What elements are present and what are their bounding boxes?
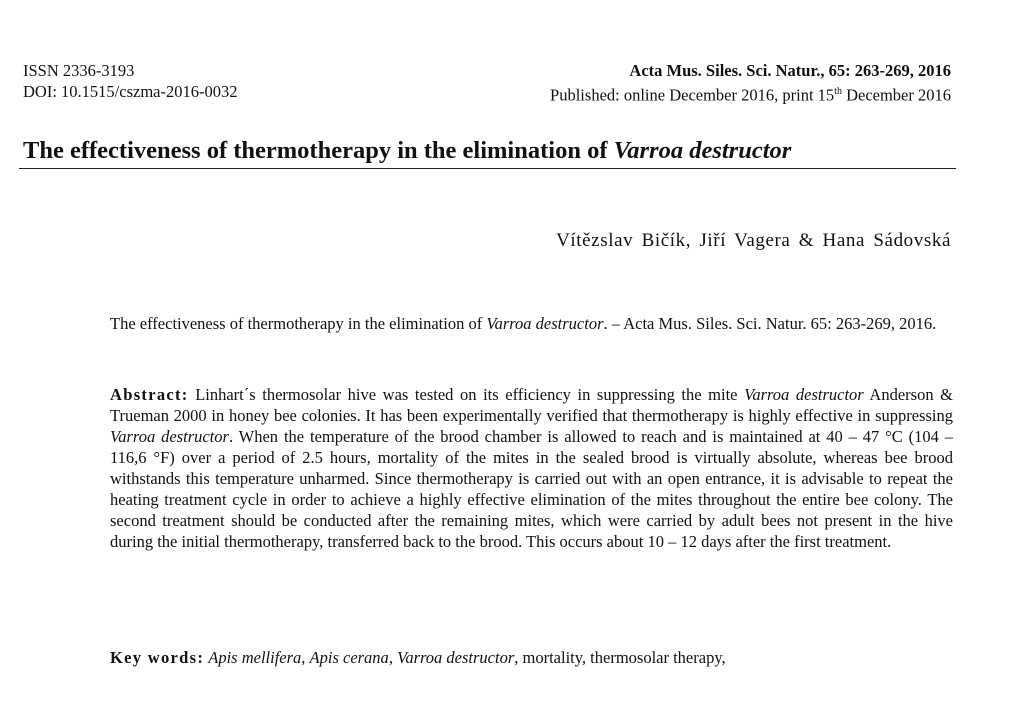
header-identifiers xyxy=(23,60,237,102)
publication-date xyxy=(550,81,951,106)
abstract-text-3: . When the temperature of the brood chamber is allowed to reach and is maintained at 40 – 47 °C (104 – 116,6 °F) over a period of 2.5 hours, mortality of the mites in the sealed brood is virtually absolute, whereas bee brood withstands this temperature unharmed. Since thermotherapy is carried out with an open entrance, it is advisable to repeat the heating treatment cycle in order to achieve a highly effective elimination of the mites throughout the entire bee colony. The second treatment should be conducted after the remaining mites, which were carried by adult bees not present in the hive during the initial thermotherapy, transferred back to the brood. This occurs about 10 – 12 days after the first treatment. xyxy=(110,427,954,551)
citation-species: Varroa destructor xyxy=(486,314,604,333)
title-underline xyxy=(19,168,956,169)
abstract xyxy=(110,384,953,552)
authors: Vítězslav Bičík, Jiří Vagera & Hana Sádovská xyxy=(556,230,951,251)
abstract-text-1: Linhart´s thermosolar hive was tested on its efficiency in suppressing the mite xyxy=(188,385,745,404)
keyword-3: Varroa destructor xyxy=(397,648,515,667)
abstract-species-2: Varroa destructor xyxy=(110,427,229,446)
issn: ISSN 2336-3193 xyxy=(23,61,135,80)
title-main: The effectiveness of thermotherapy in the elimination of xyxy=(23,137,614,164)
keyword-sep-1: , xyxy=(301,648,310,667)
keywords xyxy=(110,647,953,668)
title-species: Varroa destructor xyxy=(613,137,792,164)
abstract-species-1: Varroa destructor xyxy=(744,385,864,404)
header-publication xyxy=(550,60,951,106)
keywords-rest: , mortality, thermosolar therapy, xyxy=(514,648,726,667)
abstract-label: Abstract: xyxy=(110,385,189,404)
citation-part1: The effectiveness of thermotherapy in the elimination of xyxy=(110,314,487,333)
published-suffix: December 2016 xyxy=(841,85,951,105)
abstract-text-2: Anderson & Trueman 2000 in honey bee colonies. It has been experimentally verified that thermotherapy is highly effective in suppressing xyxy=(110,385,953,425)
paper-title xyxy=(23,136,791,166)
keywords-label: Key words: xyxy=(110,648,205,667)
journal-reference: Acta Mus. Siles. Sci. Natur., 65: 263-269, 2016 xyxy=(629,61,951,80)
citation-part2: . – Acta Mus. Siles. Sci. Natur. 65: 263-269, 2016. xyxy=(603,314,937,333)
keyword-1: Apis mellifera xyxy=(208,648,302,667)
keyword-2: Apis cerana xyxy=(309,648,389,667)
published-sup: th xyxy=(834,86,842,97)
published-prefix: Published: online December 2016, print 15 xyxy=(550,85,835,105)
keyword-sep-2: , xyxy=(388,648,398,667)
citation xyxy=(110,313,953,334)
doi: DOI: 10.1515/cszma-2016-0032 xyxy=(23,82,238,101)
